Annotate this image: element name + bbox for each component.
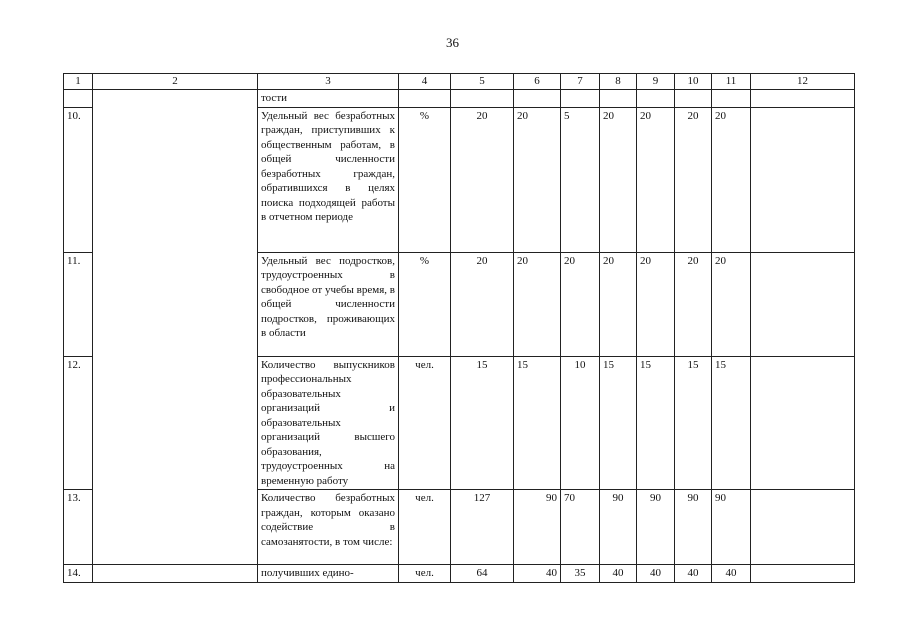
col12-cell [751, 565, 855, 583]
table-row [64, 565, 855, 583]
unit-cell: % [399, 107, 451, 252]
value-cell: 127 [451, 490, 514, 565]
value-cell: 40 [514, 565, 561, 583]
value-cell: 64 [451, 565, 514, 583]
table-row-continuation [64, 90, 855, 108]
col-header: 8 [600, 74, 637, 90]
col-header: 9 [637, 74, 675, 90]
indicator-text: Количество безработных граждан, которым оказано содействие в самозанятости, в том числе: [258, 490, 399, 565]
unit-cell: чел. [399, 565, 451, 583]
col-header: 10 [675, 74, 712, 90]
value-cell: 90 [514, 490, 561, 565]
indicator-text: Удельный вес безработных граждан, приступивших к общественным работам, в общей численности безработных граждан, обратившихся в целях поиска подходящей работы в отчетном периоде [258, 107, 399, 252]
col-header: 1 [64, 74, 93, 90]
indicator-table [63, 73, 855, 583]
value-cell: 20 [712, 252, 751, 356]
value-cell: 70 [561, 490, 600, 565]
col12-cell [751, 252, 855, 356]
value-cell: 40 [637, 565, 675, 583]
col2-merged-cell [93, 90, 258, 565]
value-cell: 20 [561, 252, 600, 356]
col-header: 2 [93, 74, 258, 90]
col12-cell [751, 490, 855, 565]
value-cell: 40 [712, 565, 751, 583]
value-cell: 90 [600, 490, 637, 565]
unit-cell: % [399, 252, 451, 356]
unit-cell: чел. [399, 356, 451, 490]
col-header: 3 [258, 74, 399, 90]
value-cell: 20 [675, 252, 712, 356]
value-cell: 90 [712, 490, 751, 565]
row-number: 13. [64, 490, 93, 565]
header-row [64, 74, 855, 90]
value-cell: 35 [561, 565, 600, 583]
value-cell: 15 [637, 356, 675, 490]
col-header: 7 [561, 74, 600, 90]
col-header: 5 [451, 74, 514, 90]
value-cell: 20 [600, 107, 637, 252]
value-cell: 20 [712, 107, 751, 252]
value-cell: 40 [675, 565, 712, 583]
indicator-text: Количество выпускников профессиональных образовательных организаций и образовательных организаций высшего образования, трудоустроенных на временную работу [258, 356, 399, 490]
value-cell: 20 [514, 252, 561, 356]
value-cell: 20 [637, 252, 675, 356]
value-cell: 10 [561, 356, 600, 490]
value-cell: 20 [637, 107, 675, 252]
value-cell: 20 [600, 252, 637, 356]
unit-cell: чел. [399, 490, 451, 565]
value-cell: 90 [675, 490, 712, 565]
value-cell: 5 [561, 107, 600, 252]
col12-cell [751, 107, 855, 252]
value-cell: 15 [451, 356, 514, 490]
col-header: 12 [751, 74, 855, 90]
value-cell: 40 [600, 565, 637, 583]
indicator-text: тости [258, 90, 399, 108]
page-number: 36 [446, 35, 459, 50]
col-header: 6 [514, 74, 561, 90]
value-cell: 15 [514, 356, 561, 490]
row-number: 14. [64, 565, 93, 583]
indicator-text: Удельный вес подростков, трудоустроенных в свободное от учебы время, в общей численности подростков, проживающих в области [258, 252, 399, 356]
value-cell: 15 [675, 356, 712, 490]
row-number: 11. [64, 252, 93, 356]
row-number: 10. [64, 107, 93, 252]
value-cell: 20 [675, 107, 712, 252]
row-number: 12. [64, 356, 93, 490]
indicator-text: получивших едино- [258, 565, 399, 583]
value-cell: 20 [451, 252, 514, 356]
value-cell: 15 [600, 356, 637, 490]
value-cell: 20 [514, 107, 561, 252]
value-cell: 20 [451, 107, 514, 252]
col-header: 11 [712, 74, 751, 90]
col-header: 4 [399, 74, 451, 90]
value-cell: 90 [637, 490, 675, 565]
col12-cell [751, 356, 855, 490]
value-cell: 15 [712, 356, 751, 490]
